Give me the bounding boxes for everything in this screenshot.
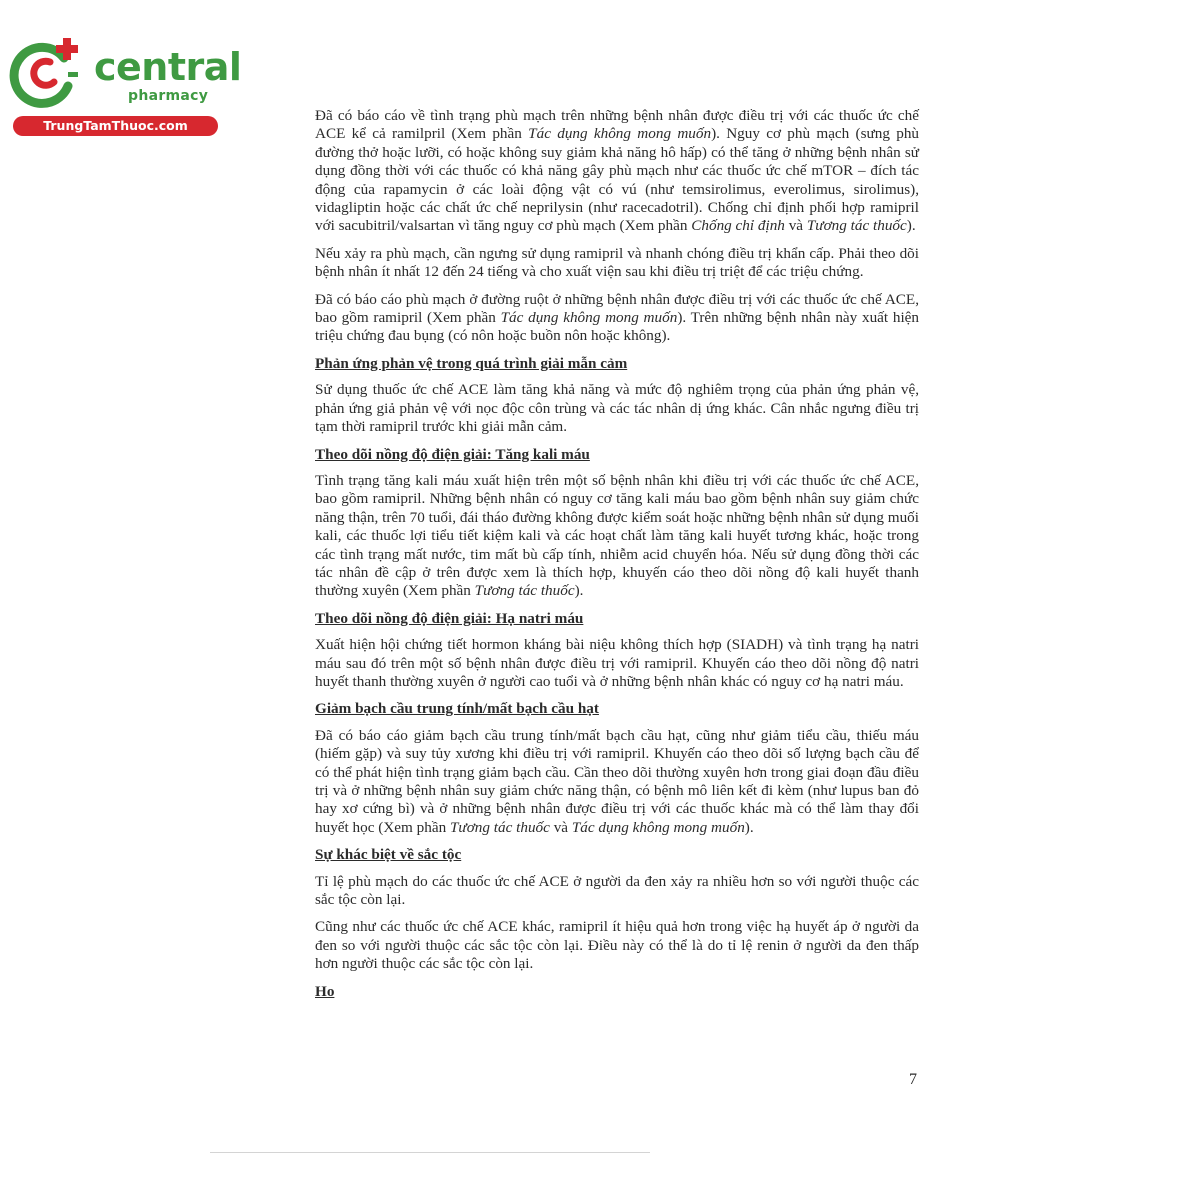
paragraph: Cũng như các thuốc ức chế ACE khác, ramipril ít hiệu quả hơn trong việc hạ huyết áp ở người da đen so với người thuộc các sắc tộc còn lại. Điều này có thể là do tỉ lệ renin ở người da đen thấp hơn người thuộc các sắc tộc còn lại. [315, 918, 919, 973]
brand-url-bar: TrungTamThuoc.com [13, 116, 218, 136]
paragraph: Đã có báo cáo phù mạch ở đường ruột ở những bệnh nhân được điều trị với các thuốc ức chế ACE, bao gồm ramipril (Xem phần Tác dụng không mong muốn). Trên những bệnh nhân này xuất hiện triệu chứng đau bụng (có nôn hoặc buồn nôn hoặc không). [315, 290, 920, 345]
paragraph: Xuất hiện hội chứng tiết hormon kháng bài niệu không thích hợp (SIADH) và tình trạng hạ natri máu sau đó trên một số bệnh nhân được điều trị với ramipril. Khuyến cáo theo dõi nồng độ natri huyết thanh thường xuyên ở người cao tuổi và ở những bệnh nhân khác có nguy cơ hạ natri máu. [315, 636, 919, 690]
paragraph: Đã có báo cáo về tình trạng phù mạch trên những bệnh nhân được điều trị với các thuốc ức chế ACE kể cả ramilpril (Xem phần Tác dụng không mong muốn). Nguy cơ phù mạch (sưng phù đường thở hoặc lưỡi, có hoặc không suy giảm khả năng hô hấp) có thể tăng ở những bệnh nhân sử dụng đồng thời với các thuốc có khả năng gây phù mạch như các thuốc ức chế mTOR – đích tác động của rapamycin ở các loài động vật có vú (như temsirolimus, everolimus, sirolimus), vidagliptin hoặc các chất ức chế neprilysin (như racecadotril). Chống chỉ định phối hợp ramipril với sacubitril/valsartan vì tăng nguy cơ phù mạch (Xem phần Chống chỉ định và Tương tác thuốc). [315, 107, 920, 235]
paragraph: Sử dụng thuốc ức chế ACE làm tăng khả năng và mức độ nghiêm trọng của phản ứng phản vệ, phản ứng giả phản vệ với nọc độc côn trùng và các tác nhân dị ứng khác. Cân nhắc ngưng điều trị tạm thời ramipril trước khi giải mẫn cảm. [315, 381, 919, 436]
brand-subtitle: pharmacy [128, 88, 209, 104]
section-heading: Ho [315, 982, 335, 1000]
section-heading: Theo dõi nồng độ điện giải: Tăng kali máu [315, 445, 590, 463]
paragraph: Nếu xảy ra phù mạch, cần ngưng sử dụng ramipril và nhanh chóng điều trị khẩn cấp. Phải theo dõi bệnh nhân ít nhất 12 đến 24 tiếng và cho xuất viện sau khi điều trị triệt để các triệu chứng. [315, 244, 919, 281]
section-heading: Theo dõi nồng độ điện giải: Hạ natri máu [315, 609, 584, 627]
divider [210, 1152, 650, 1153]
pharmacy-cross-logo-icon [8, 36, 88, 108]
section-heading: Giảm bạch cầu trung tính/mất bạch cầu hạt [315, 700, 599, 718]
section-heading: Phản ứng phản vệ trong quá trình giải mẫn cảm [315, 354, 628, 372]
brand-name: central [94, 45, 242, 89]
paragraph: Tình trạng tăng kali máu xuất hiện trên một số bệnh nhân khi điều trị với các thuốc ức chế ACE, bao gồm ramipril. Những bệnh nhân có nguy cơ tăng kali máu bao gồm bệnh nhân suy giảm chức năng thận, trên 70 tuổi, đái tháo đường không được kiểm soát hoặc những bệnh nhân sử dụng muối kali, các thuốc lợi tiểu tiết kiệm kali và các hoạt chất làm tăng kali huyết tương khác, hoặc trong các tình trạng mất nước, tim mất bù cấp tính, nhiễm acid chuyển hóa. Nếu sử dụng đồng thời các tác nhân đề cập ở trên được xem là thích hợp, khuyến cáo theo dõi nồng độ kali huyết thanh thường xuyên (Xem phần Tương tác thuốc). [315, 471, 919, 600]
brand-logo [8, 36, 242, 136]
paragraph: Tỉ lệ phù mạch do các thuốc ức chế ACE ở người da đen xảy ra nhiều hơn so với người thuộc các sắc tộc còn lại. [315, 872, 919, 909]
page-number: 7 [909, 1071, 917, 1088]
paragraph: Đã có báo cáo giảm bạch cầu trung tính/mất bạch cầu hạt, cũng như giảm tiểu cầu, thiếu máu (hiếm gặp) và suy tủy xương khi điều trị với ramipril. Khuyến cáo theo dõi số lượng bạch cầu để có thể phát hiện tình trạng giảm bạch cầu. Cần theo dõi thường xuyên hơn trong giai đoạn đầu điều trị và ở những bệnh nhân suy giảm chức năng thận, có bệnh mô liên kết đi kèm (như lupus ban đỏ hay xơ cứng bì) và ở những bệnh nhân được điều trị với các thuốc khác mà có thể làm thay đổi huyết học (Xem phần Tương tác thuốc và Tác dụng không mong muốn). [315, 726, 919, 836]
section-heading: Sự khác biệt về sắc tộc [315, 846, 462, 864]
document-body [315, 107, 919, 1009]
